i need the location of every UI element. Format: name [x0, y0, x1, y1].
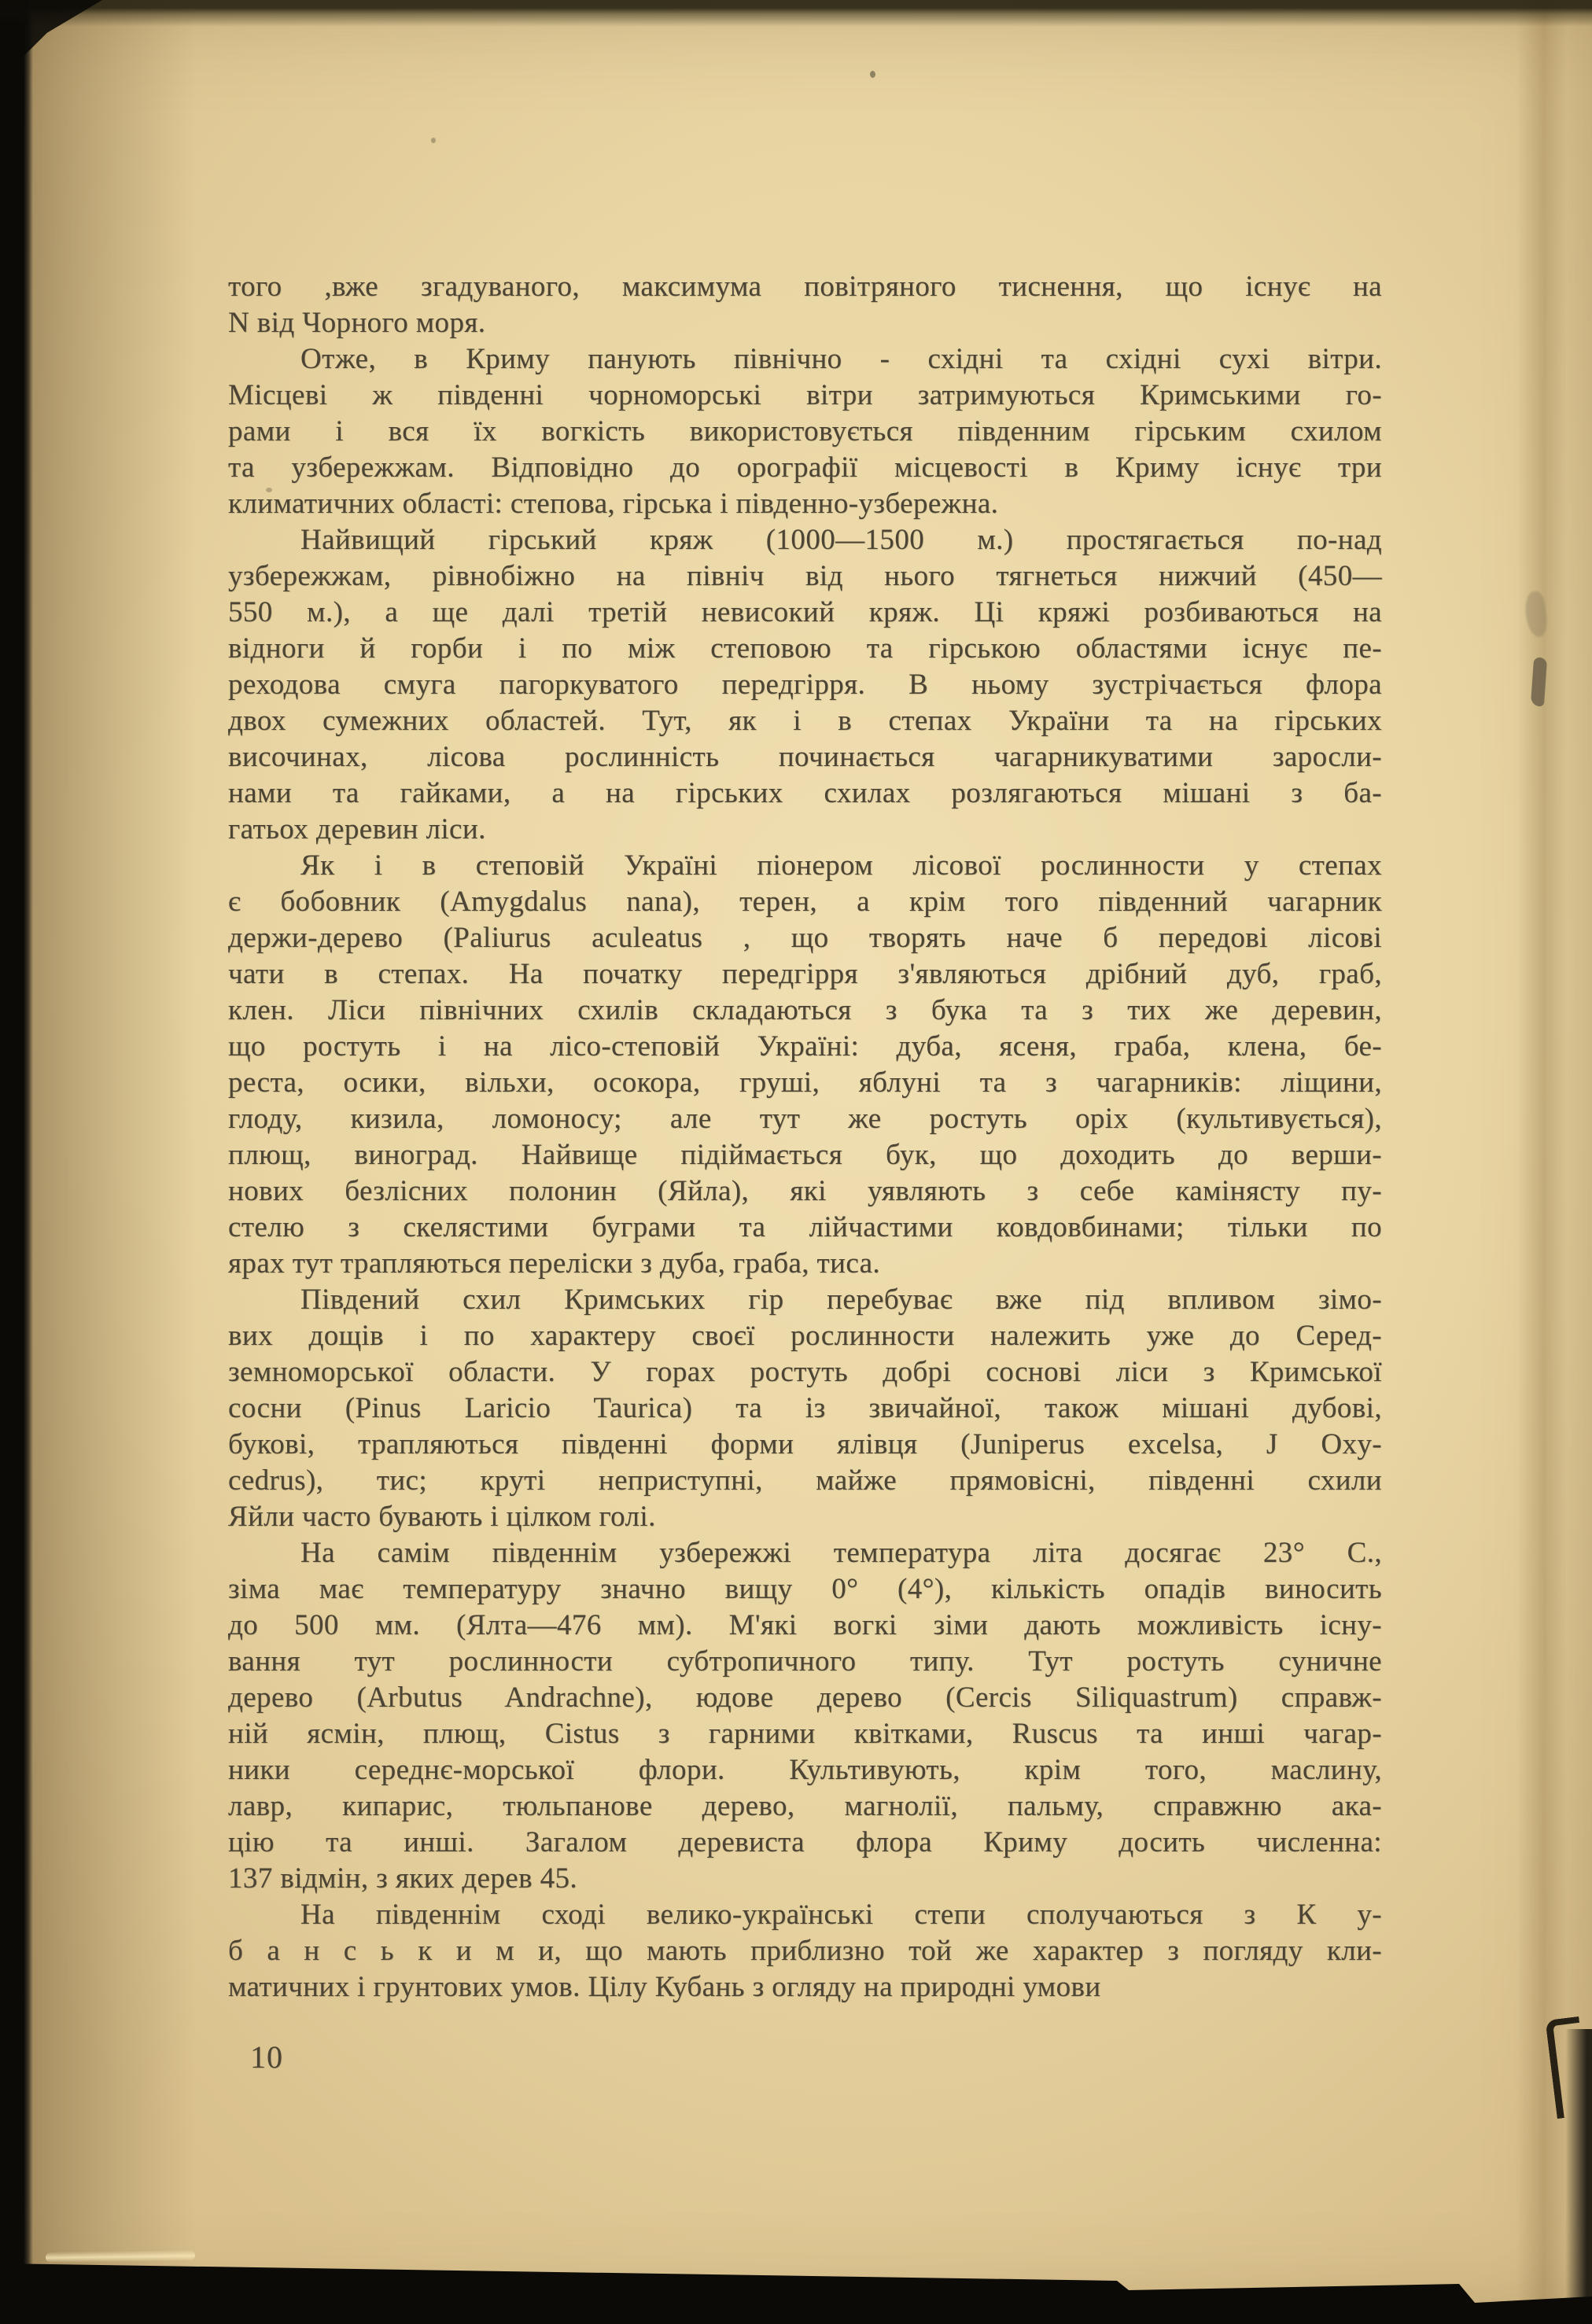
text-line: N від Чорного моря.	[228, 307, 486, 339]
text-line: вих дощів і по характеру своєї рослинности належить уже до Серед-	[228, 1320, 1382, 1352]
text-line: 137 відмін, з яких дерев 45.	[228, 1862, 578, 1895]
text-line: двох сумежних областей. Тут, як і в степах України та на гірських	[228, 705, 1382, 737]
text-line: нових безлісних полонин (Яйла), які уявляють з себе камінясту пу-	[228, 1175, 1382, 1207]
text-line: Як і в степовій Україні піонером лісової рослинности у степах	[300, 849, 1382, 882]
text-line: На самім південнім узбережжі температура літа досягає 23° С.,	[300, 1537, 1382, 1569]
text-line: Найвищий гірський кряж (1000—1500 м.) простягається по-над	[300, 524, 1382, 556]
text-line: вання тут рослинности субтропичного типу. Тут ростуть суничне	[228, 1645, 1382, 1678]
text-line: Місцеві ж південні чорноморські вітри затримуються Кримськими го-	[228, 379, 1382, 411]
text-line: стелю з скелястими буграми та лійчастими ковдовбинами; тільки по	[228, 1211, 1382, 1243]
text-block	[228, 269, 1382, 2005]
text-line: 550 м.), а ще далі третій невисокий кряж. Ці кряжі розбиваються на	[228, 596, 1382, 628]
page-crease	[1516, 0, 1567, 2324]
text-line: зіма має температуру значно вищу 0° (4°), кількість опадів виносить	[228, 1573, 1382, 1605]
text-line: Південий схил Кримських гір перебуває вже під впливом зімо-	[300, 1284, 1382, 1316]
page-number: 10	[250, 2039, 283, 2075]
text-line: Отже, в Криму панують північно - східні та східні сухі вітри.	[300, 343, 1382, 375]
text-line: височинах, лісова рослинність починається чагарникуватими заросли-	[228, 741, 1382, 773]
left-edge-shadow	[0, 0, 33, 2324]
text-line: матичних і грунтових умов. Цілу Кубань з огляду на природні умови	[228, 1971, 1101, 2003]
text-line: рами і вся їх вогкість використовується південним гірським схилом	[228, 415, 1382, 447]
text-line: та узбережжам. Відповідно до орографії місцевості в Криму існує три	[228, 451, 1382, 484]
text-line: климатичних області: степова, гірська і південно-узбережна.	[228, 488, 999, 520]
text-line: відноги й горби і по між степовою та гірською областями існує пе-	[228, 632, 1382, 665]
text-line: нами та гайками, а на гірських схилах розлягаються мішані з ба-	[228, 777, 1382, 809]
text-line: плющ, виноград. Найвище підіймається бук, що доходить до верши-	[228, 1139, 1382, 1171]
text-line: що ростуть і на лісо-степовій Україні: дуба, ясеня, граба, клена, бе-	[228, 1030, 1382, 1063]
text-line: чати в степах. На початку передгірря з'являються дрібний дуб, граб,	[228, 958, 1382, 990]
text-line: є бобовник (Amygdalus nana), терен, а крім того південний чагарник	[228, 886, 1382, 918]
text-line: реста, осики, вільхи, осокора, груші, яблуні та з чагарників: ліщини,	[228, 1066, 1382, 1099]
text-line: цію та инші. Загалом деревиста флора Криму досить численна:	[228, 1826, 1382, 1858]
text-line: ники середнє-морської флори. Культивують, крім того, маслину,	[228, 1754, 1382, 1786]
top-edge-shadow	[0, 0, 1592, 27]
text-line: ній ясмін, плющ, Cistus з гарними квітками, Ruscus та инші чагар-	[228, 1718, 1382, 1750]
text-line: б а н с ь к и м и, що мають приблизно той же характер з погляду кли-	[228, 1935, 1382, 1967]
paper-highlight	[46, 2250, 195, 2263]
text-line: Яйли часто бувають і цілком голі.	[228, 1501, 656, 1533]
text-line: дерево (Arbutus Andrachne), юдове дерево (Cercis Siliquastrum) справж-	[228, 1681, 1382, 1714]
text-line: земноморської области. У горах ростуть добрі соснові ліси з Кримської	[228, 1356, 1382, 1388]
text-line: букові, трапляються південні форми ялівця (Juniperus excelsa, J Oxy-	[228, 1428, 1382, 1460]
text-line: лавр, кипарис, тюльпанове дерево, магнолії, пальму, справжню ака-	[228, 1790, 1382, 1822]
text-line: узбережжам, рівнобіжно на північ від нього тягнеться нижчий (450—	[228, 560, 1382, 592]
text-line: реходова смуга пагоркуватого передгірря. В ньому зустрічається флора	[228, 668, 1382, 701]
paper-speck	[266, 488, 272, 492]
binding-shadow	[24, 0, 197, 2324]
paper-speck	[870, 71, 875, 78]
text-line: глоду, кизила, ломоносу; але тут же ростуть оріх (культивується),	[228, 1103, 1382, 1135]
text-line: до 500 мм. (Ялта—476 мм). М'які вогкі зіми дають можливість існу-	[228, 1609, 1382, 1641]
text-line: ярах тут трапляються переліски з дуба, граба, тиса.	[228, 1247, 881, 1280]
text-line: клен. Ліси північних схилів складаються з бука та з тих же деревин,	[228, 994, 1382, 1026]
text-line: гатьох деревин ліси.	[228, 813, 486, 845]
text-line: На південнім сході велико-українські степи сполучаються з К у-	[300, 1899, 1382, 1931]
text-line: cedrus), тис; круті неприступні, майже прямовісні, південні схили	[228, 1464, 1382, 1497]
paper-speck	[431, 138, 436, 143]
text-line: того ,вже згадуваного, максимума повітряного тиснення, що існує на	[228, 271, 1382, 303]
bottom-edge-shadow	[0, 2249, 1592, 2324]
text-line: держи-дерево (Paliurus aculeatus , що творять наче б передові лісові	[228, 922, 1382, 954]
text-line: сосни (Pinus Laricio Taurica) та із звичайної, також мішані дубові,	[228, 1392, 1382, 1424]
